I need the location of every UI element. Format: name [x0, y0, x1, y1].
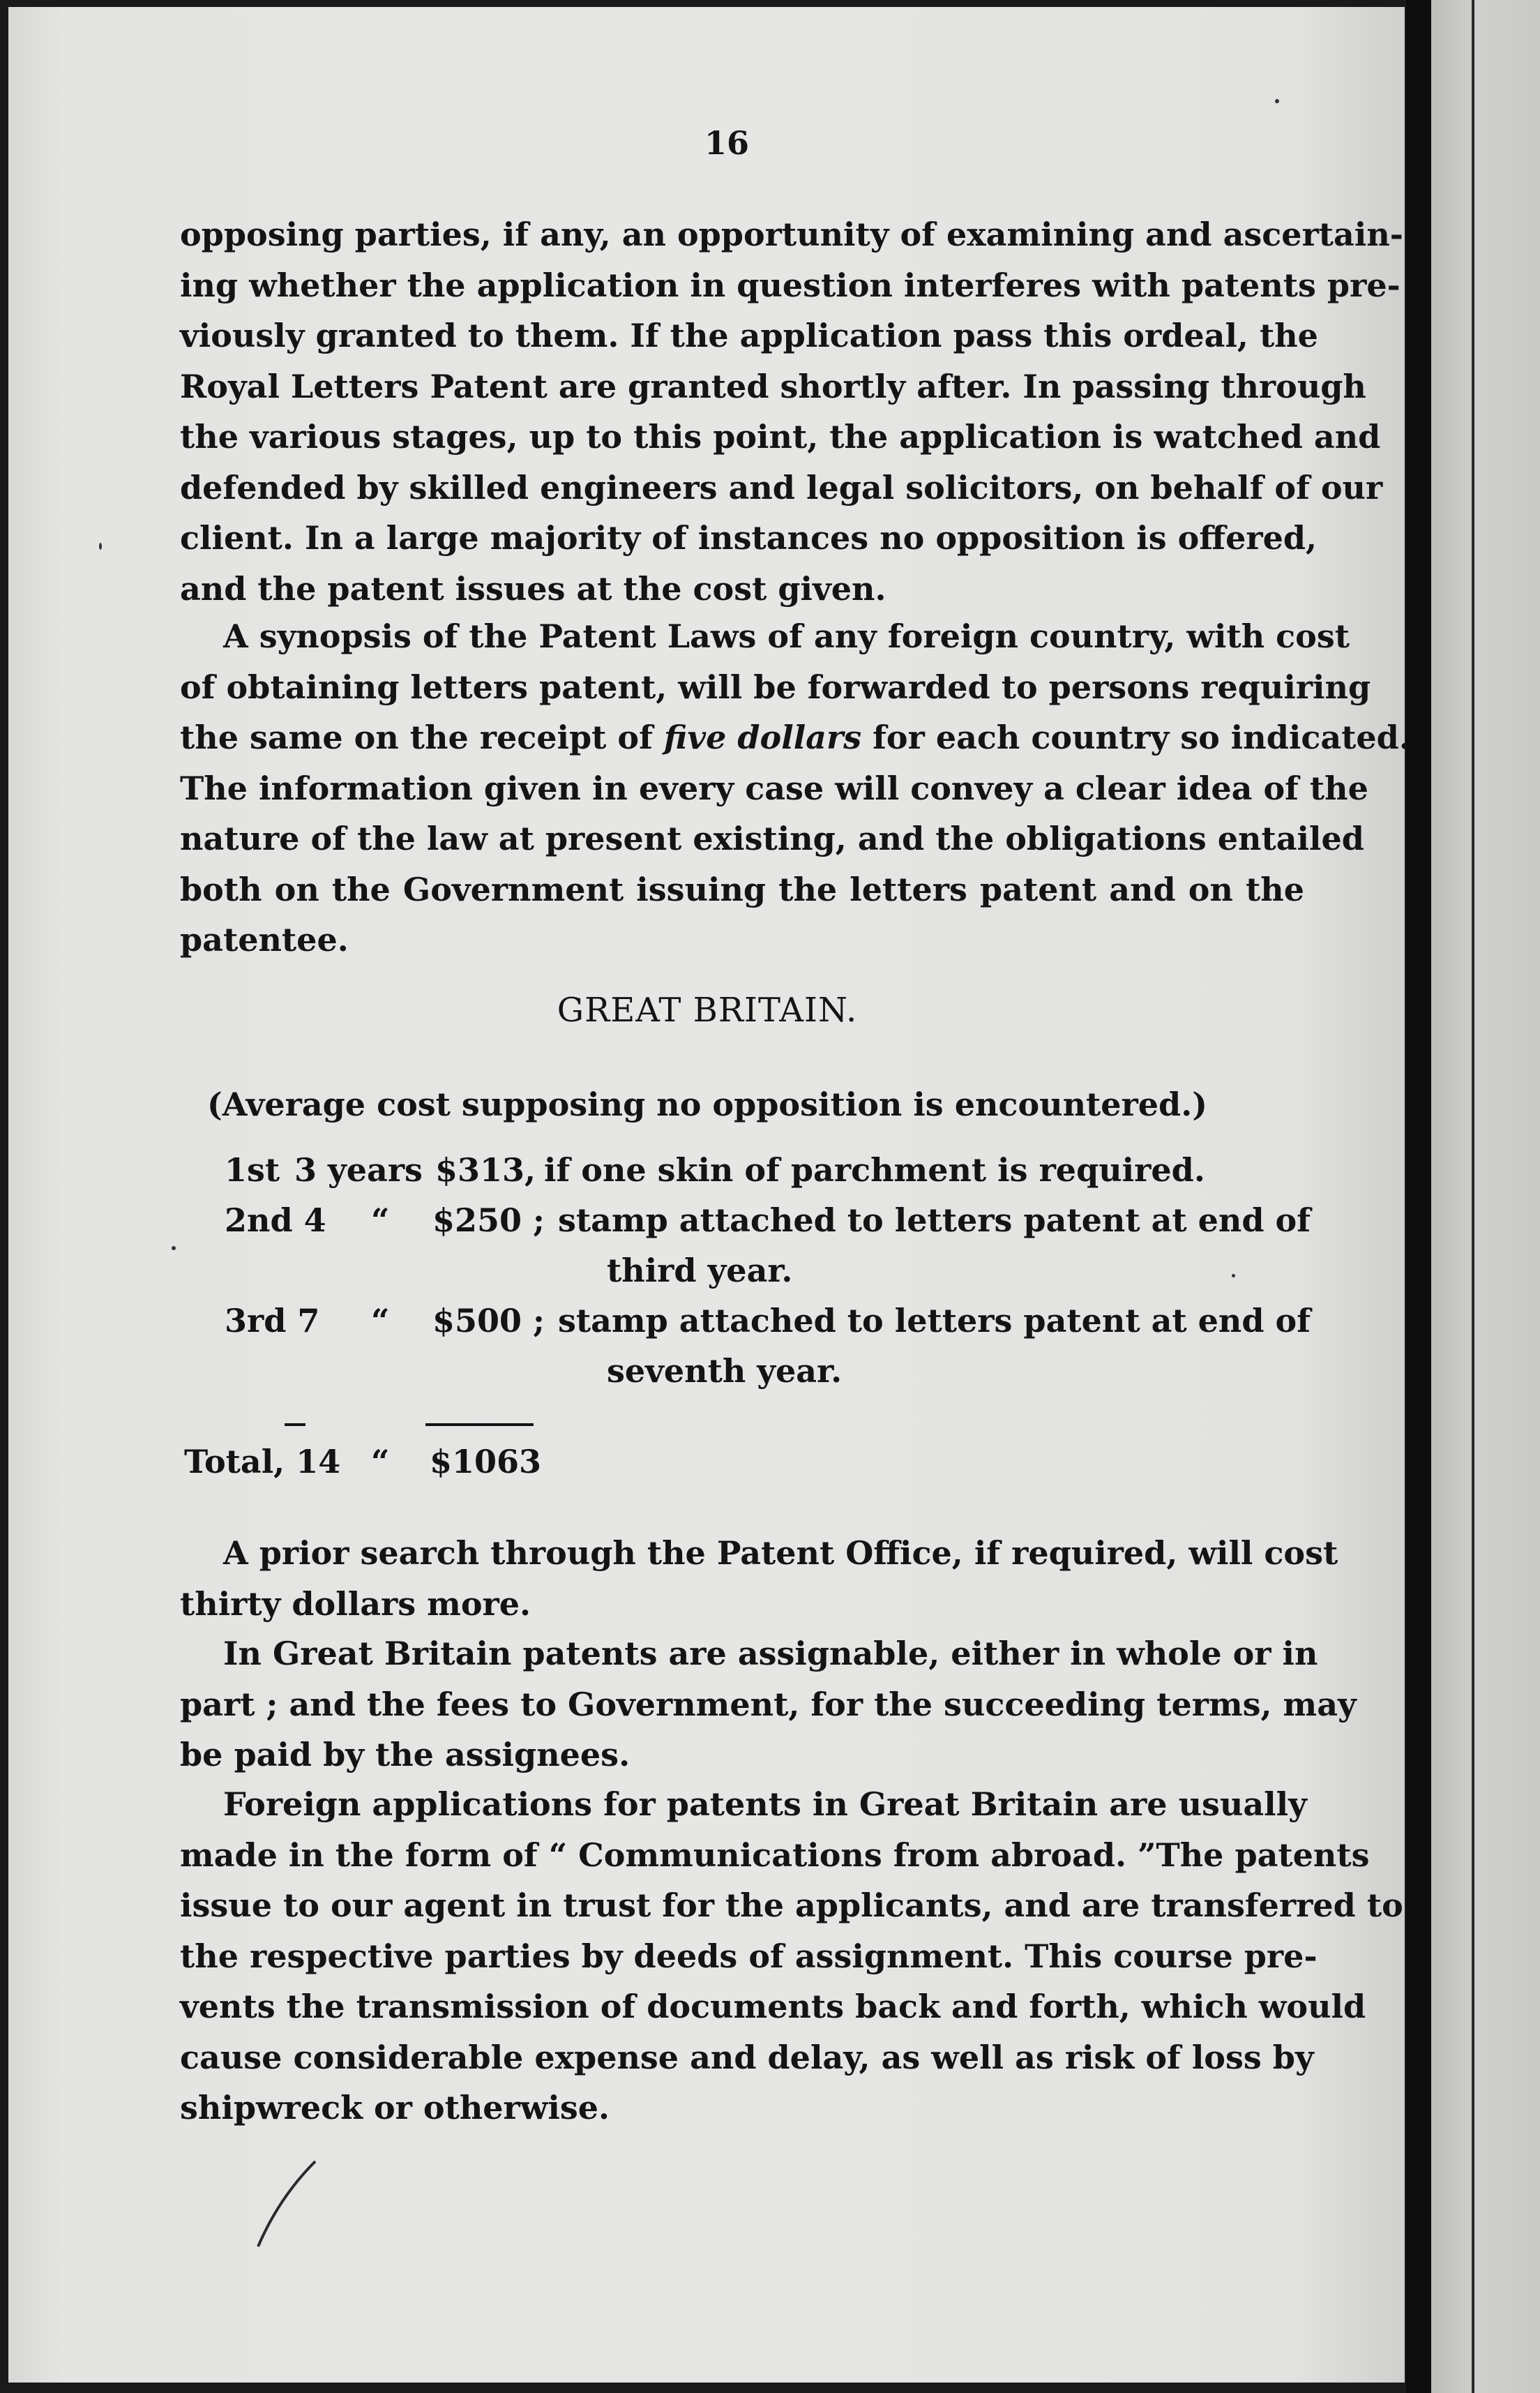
text-line: vents the transmission of documents back and forth, which would [180, 1988, 1366, 2025]
page-number: 16 [704, 124, 750, 162]
emphasis-five-dollars: five dollars [663, 719, 862, 756]
fee-total-row: Total, 14 [184, 1443, 341, 1480]
paragraph-5 [180, 1779, 1403, 2133]
fee-row-3: 3rd 7 [225, 1302, 320, 1340]
text-line: A synopsis of the Patent Laws of any foreign country, with cost [223, 617, 1350, 655]
text-line: part ; and the fees to Government, for the succeeding terms, may [180, 1685, 1357, 1723]
fee-row-1: 1st [225, 1151, 280, 1189]
text-line: the various stages, up to this point, the application is watched and [180, 418, 1381, 456]
text-line: The information given in every case will convey a clear idea of the [180, 769, 1368, 807]
paragraph-2 [180, 611, 1410, 966]
text-line: issue to our agent in trust for the applicants, and are transferred to [180, 1886, 1403, 1924]
sum-rule-years [285, 1423, 305, 1426]
section-heading: GREAT BRITAIN. [557, 991, 858, 1030]
text-line: Royal Letters Patent are granted shortly after. In passing through [180, 367, 1366, 405]
section-note: (Average cost supposing no opposition is encountered.) [207, 1086, 1207, 1123]
scan-speck [172, 1246, 176, 1250]
scan-speck [1275, 99, 1279, 103]
paragraph-1 [180, 209, 1403, 614]
text-line: In Great Britain patents are assignable, either in whole or in [223, 1635, 1318, 1672]
text-line: ing whether the application in question interferes with patents pre- [180, 266, 1401, 304]
sum-rule-amount [425, 1423, 534, 1426]
text-line: cause considerable expense and delay, as well as risk of loss by [180, 2038, 1314, 2076]
text-line: thirty dollars more. [180, 1584, 531, 1623]
text-line: the respective parties by deeds of assignment. This course pre- [180, 1937, 1318, 1975]
text-line: be paid by the assignees. [180, 1736, 631, 1773]
pen-stroke-mark [251, 2156, 321, 2253]
scan-speck [99, 543, 102, 550]
text-line: viously granted to them. If the application pass this ordeal, the [180, 317, 1318, 354]
text-line: opposing parties, if any, an opportunity of examining and ascertain- [180, 216, 1403, 253]
text-line: nature of the law at present existing, and the obligations entailed [180, 820, 1364, 857]
paragraph-3 [180, 1528, 1338, 1629]
text-line: both on the Government issuing the letters patent and on the [180, 870, 1304, 908]
text-line: Foreign applications for patents in Great Britain are usually [223, 1785, 1307, 1823]
scan-speck [1232, 1274, 1235, 1277]
text-line: client. In a large majority of instances no opposition is offered, [180, 519, 1318, 557]
fee-row-2: 2nd 4 [225, 1201, 326, 1239]
book-gutter [1406, 0, 1431, 2393]
text-line: made in the form of “ Communications from abroad. ”The patents [180, 1836, 1370, 1874]
text-line: of obtaining letters patent, will be forwarded to persons requiring [180, 668, 1371, 706]
text-line: shipwreck or otherwise. [180, 2089, 610, 2126]
text-line: defended by skilled engineers and legal solicitors, on behalf of our [180, 468, 1383, 507]
text-line: A prior search through the Patent Office, if required, will cost [223, 1534, 1338, 1572]
text-line: patentee. [180, 921, 349, 959]
facing-page-edge [1431, 0, 1540, 2393]
paragraph-4 [180, 1628, 1357, 1780]
text-line: the same on the receipt of five dollars for each country so indicated. [180, 719, 1410, 756]
text-line: and the patent issues at the cost given. [180, 569, 886, 608]
